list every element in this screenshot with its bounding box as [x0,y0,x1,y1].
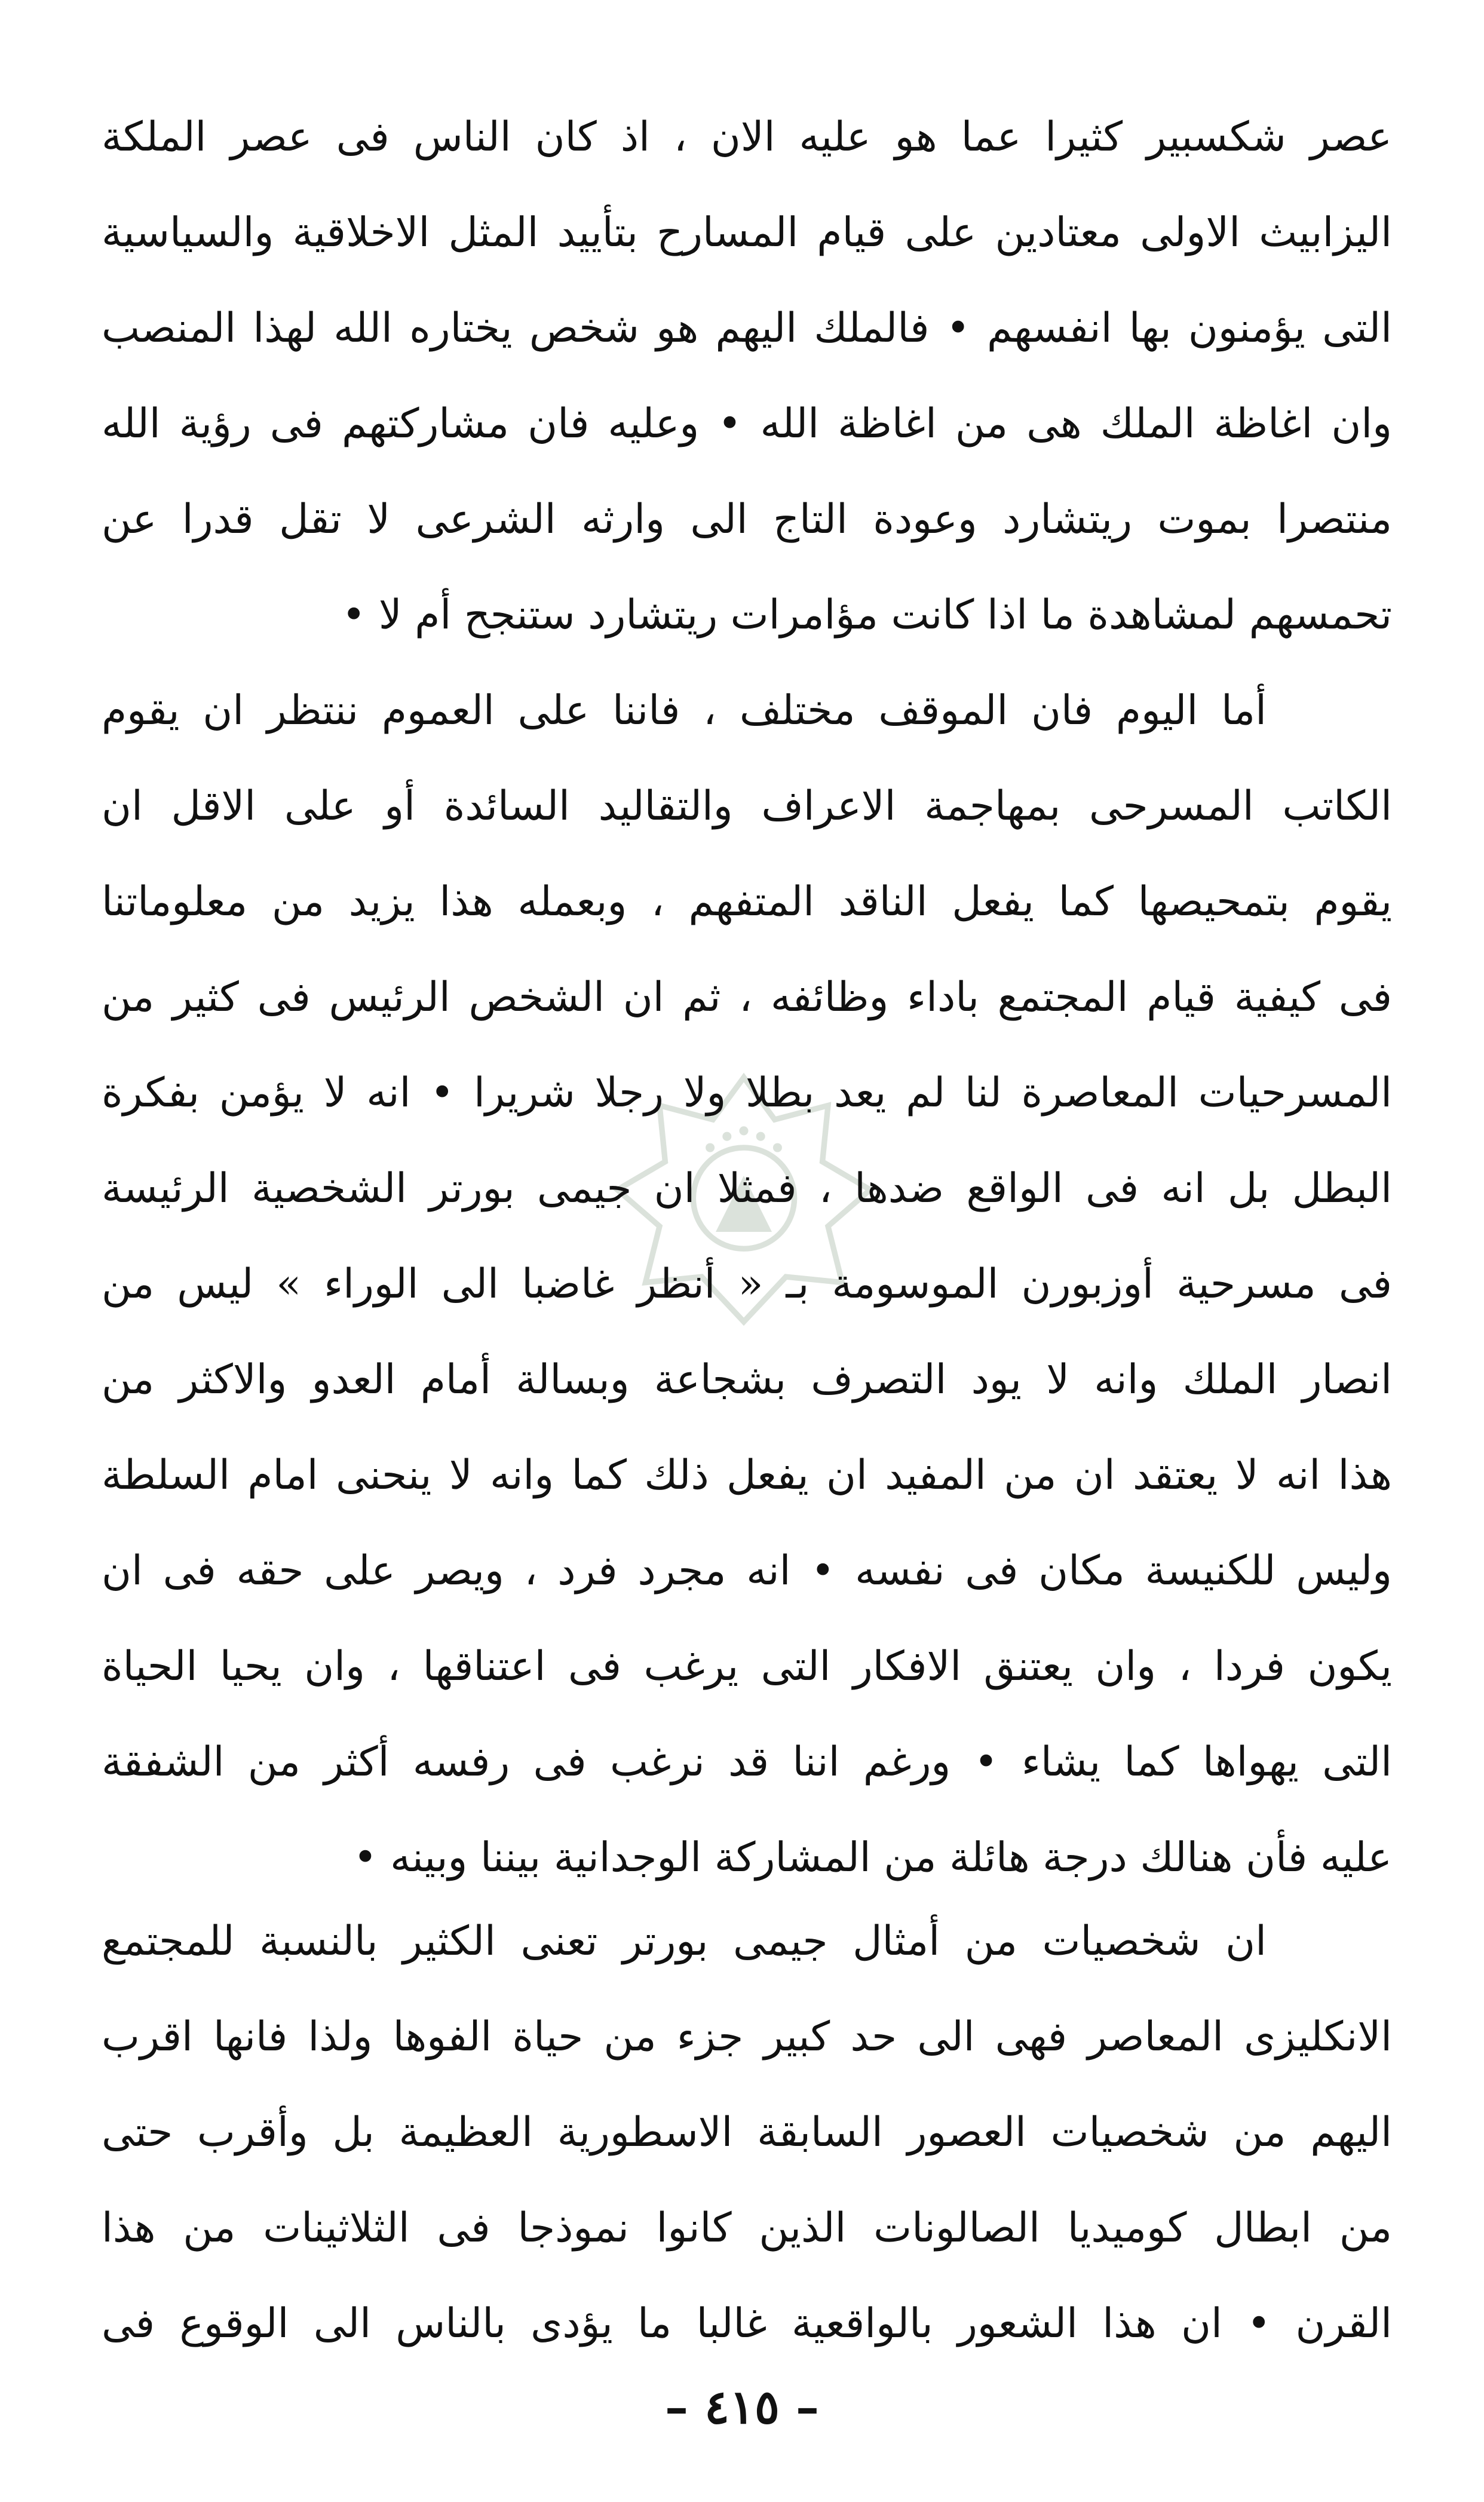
text-line: القرن • ان هذا الشعور بالواقعية غالبا ما يؤدى بالناس الى الوقوع فى [102,2300,1392,2347]
text-line: وليس للكنيسة مكان فى نفسه • انه مجرد فرد ، ويصر على حقه فى ان [102,1547,1392,1595]
text-line: فى كيفية قيام المجتمع باداء وظائفه ، ثم ان الشخص الرئيس فى كثير من [102,974,1392,1021]
page-number: – ٤١٥ – [665,2380,819,2434]
text-line: من ابطال كوميديا الصالونات الذين كانوا نموذجا فى الثلاثينات من هذا [102,2204,1392,2252]
text-line: عليه فأن هنالك درجة هائلة من المشاركة الوجدانية بيننا وبينه • [353,1834,1392,1881]
text-line: وان اغاظة الملك هى من اغاظة الله • وعليه فان مشاركتهم فى رؤية الله [102,400,1392,447]
text-line: يكون فردا ، وان يعتنق الافكار التى يرغب فى اعتناقها ، وان يحيا الحياة [102,1643,1392,1690]
paragraph-3 [102,1894,1392,2372]
text-line: عصر شكسبير كثيرا عما هو عليه الان ، اذ كان الناس فى عصر الملكة [102,114,1392,161]
text-line: البطل بل انه فى الواقع ضدها ، فمثلا ان جيمى بورتر الشخصية الرئيسة [102,1165,1392,1212]
text-line: المسرحيات المعاصرة لنا لم يعد بطلا ولا رجلا شريرا • انه لا يؤمن بفكرة [102,1069,1392,1117]
text-line: التى يهواها كما يشاء • ورغم اننا قد نرغب فى رفسه أكثر من الشفقة [102,1738,1392,1786]
paragraph-1 [102,90,1392,663]
text-line: ان شخصيات من أمثال جيمى بورتر تعنى الكثير بالنسبة للمجتمع [102,1918,1267,1965]
text-line: تحمسهم لمشاهدة ما اذا كانت مؤامرات ريتشارد ستنجح أم لا • [342,591,1392,639]
paragraph-2 [102,663,1392,1906]
text-line: فى مسرحية أوزبورن الموسومة بـ « أنظر غاضبا الى الوراء » ليس من [102,1261,1392,1308]
text-line: منتصرا بموت ريتشارد وعودة التاج الى وارثه الشرعى لا تقل قدرا عن [102,496,1392,543]
text-line: اليزابيث الاولى معتادين على قيام المسارح بتأييد المثل الاخلاقية والسياسية [102,209,1392,256]
text-line: يقوم بتمحيصها كما يفعل الناقد المتفهم ، وبعمله هذا يزيد من معلوماتنا [102,878,1392,925]
text-line: الكاتب المسرحى بمهاجمة الاعراف والتقاليد السائدة أو على الاقل ان [102,783,1392,830]
text-line: التى يؤمنون بها انفسهم • فالملك اليهم هو شخص يختاره الله لهذا المنصب [102,305,1392,352]
text-line: هذا انه لا يعتقد ان من المفيد ان يفعل ذلك كما وانه لا ينحنى امام السلطة [102,1452,1392,1499]
text-line: أما اليوم فان الموقف مختلف ، فاننا على العموم ننتظر ان يقوم [102,687,1267,734]
text-line: الانكليزى المعاصر فهى الى حد كبير جزء من حياة الفوها ولذا فانها اقرب [102,2013,1392,2061]
text-line: انصار الملك وانه لا يود التصرف بشجاعة وبسالة أمام العدو والاكثر من [102,1356,1392,1403]
text-line: اليهم من شخصيات العصور السابقة الاسطورية العظيمة بل وأقرب حتى [102,2109,1392,2156]
